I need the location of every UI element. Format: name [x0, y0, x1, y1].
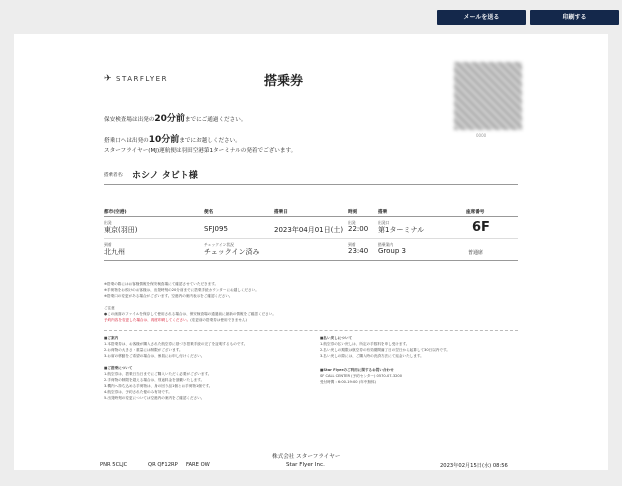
arrival-label: 到着 — [104, 242, 112, 247]
info-line: ※搭乗口の変更がある場合がございます。空港内の案内表示をご確認ください。 — [104, 294, 233, 298]
refund-line: 3.払い戻しの際には、ご購入時の決済方法にて返金いたします。 — [320, 354, 424, 358]
refund-line: 1.航空券の払い戻しは、所定の手数料を申し受けます。 — [320, 342, 410, 346]
col-flight: 便名 — [204, 210, 214, 215]
boarding-info-line: 5.出発時刻の変更については空港内の案内をご確認ください。 — [104, 396, 205, 400]
group-label: 搭乗案内 — [378, 242, 394, 247]
col-date: 搭乗日 — [274, 210, 288, 215]
divider — [104, 238, 518, 239]
contact-title: ■Star Flyerのご利用に関するお問い合わせ — [320, 368, 394, 372]
checkin-status: チェックイン済み — [204, 248, 260, 256]
send-mail-button[interactable]: メールを送る — [437, 10, 526, 25]
qr-code — [454, 62, 522, 130]
caution-title: ご注意 — [104, 306, 115, 310]
security-notice: 保安検査場は出発の20分前までにご通過ください。 — [104, 114, 247, 124]
col-gate: 搭乗 — [378, 210, 388, 215]
notice-line: 3.お席の移動をご希望の場合は、係員にお申し付けください。 — [104, 354, 205, 358]
refund-line: 2.払い戻しの期限は航空券の有効期間満了日の翌日から起算して30日以内です。 — [320, 348, 450, 352]
col-route: 都市(空港) — [104, 210, 127, 215]
company-name-ja: 株式会社 スターフライヤー — [272, 454, 341, 460]
departure-label: 出発 — [104, 220, 112, 225]
divider — [104, 330, 518, 331]
terminal: 第1ターミナル — [378, 226, 425, 234]
divider — [104, 184, 518, 185]
issued-datetime: 2023年02月15日(水) 08:56 — [440, 463, 508, 469]
gate-label: 出発口 — [378, 220, 390, 225]
arrival-time-label: 到着 — [348, 242, 356, 247]
fare-type: FARE OW — [186, 462, 210, 468]
seat-number: 6F — [472, 220, 490, 235]
print-button[interactable]: 印刷する — [530, 10, 619, 25]
notice-title: ■ご案内 — [104, 336, 119, 340]
info-line: ※搭乗の際にはお客様情報を保安検査場にて確認させていただきます。 — [104, 282, 219, 286]
divider — [104, 216, 518, 217]
notice-line: 1.本搭乗券は、お客様が購入された航空券に基づき搭乗手続の完了を証明するものです。 — [104, 342, 248, 346]
caution-red: 予約内容を変更した場合は、再度印刷してください。(変更前の搭乗券は使用できません) — [104, 318, 247, 322]
boarding-info-line: 2.手荷物の制限を超える場合は、別途料金を頂戴いたします。 — [104, 378, 205, 382]
caution-line: ●この画面のファイルを保存して使用される場合は、保安検査場の通過前に最新の情報をご確認ください。 — [104, 312, 276, 316]
passenger-label: 搭乗者名: — [104, 173, 124, 178]
info-line: ※手荷物をお預けのお客様は、出発時刻の20分前までに搭乗手続カウンターにお越しください。 — [104, 288, 259, 292]
notice-line: 2.お荷物の大きさ・重量には制限がございます。 — [104, 348, 183, 352]
boarding-info-line: 4.航空券は、予約された便のみ有効です。 — [104, 390, 172, 394]
flight-number: SFJ095 — [204, 225, 228, 233]
boarding-pass — [14, 34, 608, 470]
departure-time-label: 出発 — [348, 220, 356, 225]
passenger-name: ホシノ タビト様 — [132, 171, 198, 181]
fare-class: 普通席 — [468, 250, 484, 256]
call-center: SF CALL CENTER (予約センター) 0570-07-3200 — [320, 374, 403, 378]
divider — [104, 260, 518, 261]
checkin-label: チェックイン状況 — [204, 242, 235, 247]
col-time: 時刻 — [348, 210, 358, 215]
refund-title: ■払い戻しについて — [320, 336, 353, 340]
arrival-time: 23:40 — [348, 247, 369, 255]
qr-caption: 0000 — [476, 133, 487, 138]
gate-notice: 搭乗口へは出発の10分前までにお越しください。 — [104, 135, 241, 145]
arrival-airport: 北九州 — [104, 248, 125, 256]
page-title: 搭乗券 — [264, 74, 304, 89]
departure-time: 22:00 — [348, 225, 369, 233]
boarding-group: Group 3 — [378, 247, 406, 255]
company-name-en: Star Flyer Inc. — [286, 462, 325, 468]
boarding-info-line: 1.航空券は、搭乗日当日までにご購入いただく必要がございます。 — [104, 372, 212, 376]
departure-airport: 東京(羽田) — [104, 226, 138, 234]
flight-date: 2023年04月01日(土) — [274, 226, 344, 234]
qr-ref: QR QF12RP — [148, 462, 178, 468]
starflyer-logo: ✈ STARFLYER — [104, 74, 168, 84]
col-seat: 座席番号 — [466, 210, 485, 215]
call-hours: 受付時間 : 6:00-19:00 (年中無休) — [320, 380, 376, 384]
boarding-info-title: ■ご搭乗について — [104, 366, 133, 370]
terminal-notice: スターフライヤー(MJ)運航便は羽田空港第1ターミナルの発着でございます。 — [104, 148, 297, 154]
boarding-info-line: 3.機内へ持ち込める手荷物は、身の回り品1個とお手荷物1個です。 — [104, 384, 213, 388]
logo-icon: ✈ — [104, 74, 114, 84]
pnr-code: PNR 5CLJC — [100, 462, 128, 468]
